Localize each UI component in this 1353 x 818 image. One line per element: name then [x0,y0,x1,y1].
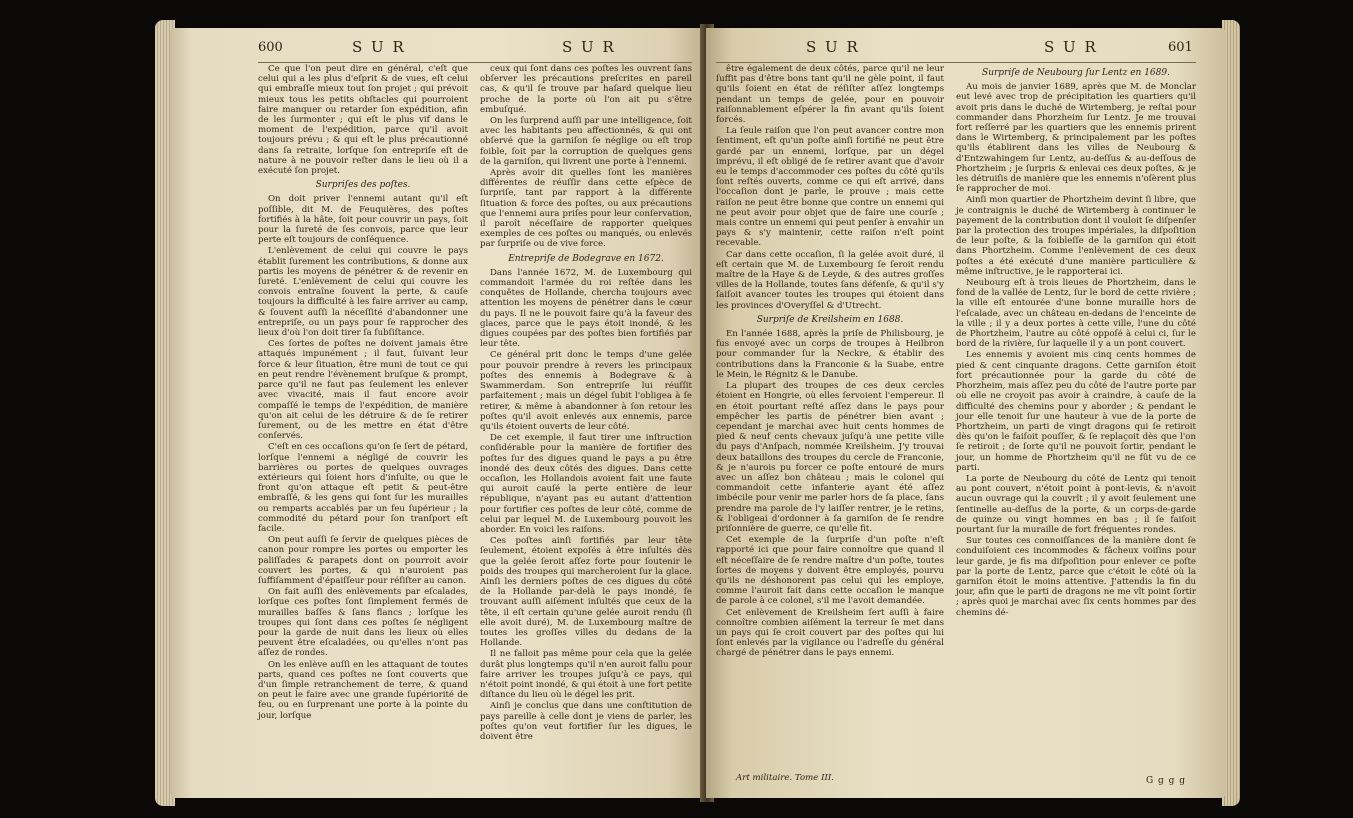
paragraph: La ſeule raiſon que l'on peut avancer contre mon ſentiment, eſt qu'un poſte ainſi fortifié ne peut être gardé par un ennemi, lorſque, par un dégel imprévu, il eſt obligé de ſe retirer avant que d'avoir eu le temps d'accommoder ces poſtes du côté qu'ils ſont reſtés ouverts, comme ce qui eſt arrivé, dans l'occaſion dont je parle, le prouve ; mais cette raiſon ne peut être bonne que contre un ennemi qui ne peut avoir pour objet que de faire une courſe ; mais contre un ennemi qui peut penſer à envahir un pays & s'y maintenir, cette raiſon n'eſt point recevable. [716,126,944,249]
section-heading: Surpriſes des poſtes. [315,180,411,191]
header-rule [258,62,692,63]
paragraph: Dans l'année 1672, M. de Luxembourg qui commandoit l'armée du roi reſtée dans les conquêtes de Hollande, chercha toujours avec attention les moyens de pénétrer dans le cœur du pays. Il ne le pouvoit faire qu'à la faveur des glaces, parce que le pays étoit inondé, & les digues coupées par des poſtes bien fortifiés par leur tête. [480,267,692,350]
paragraph: Après avoir dit quelles ſont les manières différentes de réuſſir dans cette eſpèce de ſurpriſe, tant par rapport à la différente ſituation & force des poſtes, ou aux précautions que l'ennemi aura priſes pour leur conſervation, il paroît néceſſaire de rapporter quelques exemples de ces poſtes ou manqués, ou enlevés par ſurpriſe ou de vive force. [480,168,692,250]
paragraph: L'enlèvement de celui qui couvre le pays établit ſurement les contributions, & donne aux partis les moyens de pénétrer & de revenir en ſureté. L'enlèvement de celui qui couvre les convois entraîne ſouvent la perte, & cauſe toujours la difficulté à les faire arriver au camp, & ſouvent auſſi la néceſſité d'abandonner une entrepriſe, ou un pays pour ſe rapprocher des lieux d'où l'on doit tirer ſa ſubſiſtance. [258,246,468,339]
paragraph: On peut auſſi ſe ſervir de quelques pièces de canon pour rompre les portes ou emporter les paliſſades & parapets dont on pourroit avoir couvert les portes, & qui n'auroient pas ſuffiſamment d'épaiſſeur pour réſiſter au canon. [258,535,468,586]
section-heading: Entrepriſe de Bodegrave en 1672. [508,253,664,264]
header-rule [716,62,1196,63]
left-page [170,28,712,798]
paragraph: Cet enlèvement de Kreilsheim ſert auſſi à faire connoître combien aiſément la terreur ſe met dans un pays qui ſe croit couvert par des poſtes qui lui ſont enlevés par la vigilance ou l'adreſſe du général chargé de pénétrer dans le pays ennemi. [716,607,944,659]
paragraph: Ainſi je conclus que dans une conſtitution de pays pareille à celle dont je viens de parler, les poſtes qu'on veut fortifier ſur les digues, le doivent être [480,701,692,742]
right-page-column-1 [716,64,944,660]
signature-mark: G g g g [1146,776,1187,786]
paragraph: Il ne falloit pas même pour cela que la gelée durât plus longtemps qu'il n'en auroit fallu pour faire arriver les troupes juſqu'à ce pays, qui n'étoit point inondé, & qui étoit à une fort petite diſtance du lieu où le dégel les prit. [480,649,692,701]
page-number: 601 [1168,40,1193,55]
running-head: S U R [1044,38,1098,56]
paragraph: C'eſt en ces occaſions qu'on ſe ſert de pétard, lorſque l'ennemi a négligé de couvrir les barrières ou portes de quelques ouvrages extérieurs qui ſoient hors d'inſulte, ou que le front qu'on attaque eſt petit & peut-être embraſſé, & les gens qui ſont ſur les murailles ou remparts accablés par un feu ſupérieur ; la commodité du pétard pour ſon tranſport eſt facile. [258,442,468,534]
paragraph: On fait auſſi des enlèvements par eſcalades, lorſque ces poſtes ſont ſimplement fermés de murailles baſſes & ſans flancs ; lorſque les troupes qui ſont dans ces poſtes ſe négligent pour la garde de nuit dans les lieux où elles peuvent être eſcaladées, ou qu'elles n'ont pas aſſez de rondes. [258,587,468,659]
paragraph: Ces ſortes de poſtes ne doivent jamais être attaqués impunément ; il faut, ſuivant leur force & leur ſituation, être muni de tout ce qui en peut rendre l'évènement bruſque & prompt, parce qu'il ne faut pas ſeulement les enlever avec vivacité, mais il faut encore avoir compaſſé le temps de l'expédition, de manière qu'on ait celui de les détruire & de ſe retirer ſurement, ou de les mettre en état d'être conſervés. [258,339,468,442]
paragraph: ceux qui ſont dans ces poſtes les ouvrent ſans obſerver les précautions preſcrites en pareil cas, & qu'il ſe trouve par haſard quelque lieu proche de la porte où l'on ait pu s'être embuſqué. [480,64,692,115]
paragraph: En l'année 1688, après la priſe de Philisbourg, je fus envoyé avec un corps de troupes à Heilbron pour commander ſur la Neckre, & établir des contributions dans la Franconie & la Suabe, entre le Mein, le Régnitz & le Danube. [716,329,944,380]
paragraph: Ce général prit donc le temps d'une gelée pour pouvoir prendre à revers les principaux poſtes des ennemis à Bodegrave & à Swammerdam. Son entrepriſe lui réuſſit parfaitement ; mais un dégel ſubit l'obligea à ſe retirer, & même à abandonner à ſon retour les poſtes qu'il avoit enlevés aux ennemis, parce qu'ils étoient ouverts de leur côté. [480,350,692,432]
paragraph: Car dans cette occaſion, ſi la gelée avoit duré, il eſt certain que M. de Luxembourg ſe ſeroit rendu maître de la Haye & de Leyde, & des autres groſſes villes de la Hollande, toutes ſans défenſe, & qu'il s'y ſaiſoit avancer toutes les troupes qui étoient dans les provinces d'Overyſſel & d'Utrecht. [716,249,944,311]
running-head: S U R [352,38,406,56]
paragraph: être également de deux côtés, parce qu'il ne leur ſuffit pas d'être bons tant qu'il ne gèle point, il faut qu'ils ſoient en état de réſiſter aſſez longtemps pendant un temps de gelée, pour en pouvoir raiſonnablement eſpérer la fin avant qu'ils ſoient forcés. [716,64,944,126]
paragraph: Neubourg eſt à trois lieues de Phortzheim, dans le fond de la vallée de Lentz, ſur le bord de cette rivière ; la ville eſt entourée d'une bonne muraille hors de l'eſcalade, avec un château en-dedans de l'enceinte de la ville ; il y a deux portes à cette ville, l'une du côté de Phortzheim, l'autre au côté oppoſé à celui ci, ſur le bord de la rivière, ſur laquelle il y a un pont couvert. [956,278,1196,350]
section-heading: Surpriſe de Neubourg ſur Lentz en 1689. [982,68,1170,78]
paragraph: Cet exemple de la ſurpriſe d'un poſte n'eſt rapporté ici que pour faire connoître que quand il eſt néceſſaire de ſe rendre maître d'un poſte, toutes ſortes de moyens y doivent être employés, pourvu qu'ils ne déshonorent pas celui qui les employe, comme l'auroit fait dans cette occaſion le manque de parole à ce colonel, s'il me l'avoit demandée. [716,535,944,607]
footer-volume-note: Art militaire. Tome III. [736,773,834,783]
right-page [706,28,1226,798]
paragraph: Au mois de janvier 1689, après que M. de Monclar eut levé avec trop de précipitation les quartiers qu'il avoit pris dans le duché de Wirtemberg, je reſtai pour commander dans Phorzheim ſur Lentz. Je me trouvai fort reſſerré par les quartiers que les ennemis prirent dans le Wirtemberg, & principalement par les poſtes qu'ils établirent dans les villes de Neubourg & d'Entzwahingem ſur Lentz, au-deſſus & au-deſſous de Phortzheim ; je ſurpris & enlevai ces deux poſtes, & je les détruiſis de manière que les ennemis n'oſèrent plus ſe rapprocher de moi. [956,82,1196,195]
right-page-column-2 [956,64,1196,619]
running-head: S U R [806,38,860,56]
paragraph: Ce que l'on peut dire en général, c'eſt que celui qui a les plus d'eſprit & de vues, eſt celui qui embraſſe mieux tout ſon projet ; qui prévoit mieux tous les petits obſtacles qui pourroient faire manquer ou retarder ſon expédition, afin de les ſurmonter ; qui eſt le plus vif dans le moment de l'expédition, parce qu'il avoit toujours prévu ; & qui eſt le plus précautionné dans ſa retraite, lorſque ſon entrepriſe eſt de nature à ne pouvoir reſter dans le lieu où il a exécuté ſon projet. [258,64,468,177]
left-page-column-1 [258,64,468,722]
paragraph: On doit priver l'ennemi autant qu'il eſt poſſible, dit M. de Feuquières, des poſtes fortifiés à la hâte, ſoit pour couvrir un pays, ſoit pour la ſureté de ſes convois, parce que leur perte eſt toujours de conſéquence. [258,194,468,246]
paragraph: La porte de Neubourg du côté de Lentz qui tenoit au pont couvert, n'étoit point à pont-levis, & n'avoit aucun ouvrage qui la couvrît ; il y avoit ſeulement une ſentinelle au-deſſus de la porte, & un corps-de-garde de quinze ou vingt hommes en bas ; il ſe faiſoit pourtant ſur la muraille de fort fréquentes rondes. [956,473,1196,535]
paragraph: Ces poſtes ainſi fortifiés par leur tête ſeulement, étoient expoſés à être inſultés dès que la gelée ſeroit aſſez forte pour ſoutenir le poids des troupes qui marcheroient ſur la glace. Ainſi les derniers poſtes de ces digues du côté de la Hollande par-delà le pays inondé, ſe trouvant auſſi aiſément inſultés que ceux de la tête, il eſt certain qu'une gelée auroit rendu (ſi elle avoit duré), M. de Luxembourg maître de toutes les groſſes villes du dedans de la Hollande. [480,536,692,649]
left-page-column-2 [480,64,692,743]
page-number: 600 [258,40,283,55]
paragraph: Sur toutes ces connoiſſances de la manière dont ſe conduiſoient ces incommodes & fâcheux voiſins pour leur garde, je fis ma diſpoſition pour enlever ce poſte par la porte de Lentz, parce que c'étoit le côté où la garniſon étoit le moins attentive. J'attendis la fin du jour, afin que le parti de dragons ne me vît point ſortir ; après quoi je marchai avec ſix cents hommes par des chemins dé- [956,536,1196,618]
section-heading: Surpriſe de Kreilsheim en 1688. [756,314,904,325]
paragraph: Ainſi mon quartier de Phortzheim devint ſi libre, que je contraignis le duché de Wirtemberg à continuer le payement de la contribution dont il vouloit ſe diſpenſer par la protection des troupes impériales, la diſpoſition de leur poſte, & la foibleſſe de la garniſon qui étoit dans Phortzheim. Comme l'enlèvement de ces deux poſtes a été exécuté d'une manière particulière & même inſtructive, je le rapporterai ici. [956,195,1196,277]
running-head: S U R [562,38,616,56]
paragraph: Les ennemis y avoient mis cinq cents hommes de pied & cent cinquante dragons. Cette garniſon étoit fort précautionnée pour la garde du côté de Phorzheim, mais aſſez peu du côté de l'autre porte par où elle ne croyoit pas avoir à craindre, à cauſe de la difficulté des chemins pour y aborder ; & pendant le jour elle tenoit ſur une hauteur à vue de la porte de Phortzheim, un parti de vingt dragons qui ſe retiroit dès qu'on le faiſoit pouſſer, & ſe replaçoit dès que l'on ſe retiroit ; de ſorte qu'il ne pouvoit ſortir, pendant le jour, un homme de Phortzheim qu'il ne fût vu de ce parti. [956,350,1196,473]
paragraph: De cet exemple, il faut tirer une inſtruction conſidérable pour la manière de fortifier des poſtes ſur des digues quand le pays a pu être inondé des deux côtés des digues. Dans cette occaſion, les Hollandois avoient fait une faute qui auroit cauſé la perte entière de leur république, n'ayant pas eu autant d'attention pour fortifier ces poſtes de leur côté, comme de celui par lequel M. de Luxembourg pouvoit les aborder. En voici les raiſons. [480,433,692,535]
paragraph: La plupart des troupes de ces deux cercles étoient en Hongrie, où elles ſervoient l'empereur. Il en étoit pourtant reſté aſſez dans le pays pour empêcher les partis de pénétrer bien avant ; cependant je marchai avec huit cents hommes de pied & neuf cents chevaux juſqu'à une petite ville du pays d'Anſpach, nommée Kreilsheim. J'y trouvai deux bataillons des troupes du cercle de Franconie, & je n'aurois pu forcer ce poſte entouré de murs avec un aſſez bon château ; mais le colonel qui commandoit cette infanterie ayant été aſſez imbécile pour venir me parler hors de ſa place, ſans prendre ma parole de l'y laiſſer rentrer, je le retins, & l'obligeai d'ordonner à ſa garniſon de ſe rendre priſonnière de guerre, ce qu'elle fit. [716,381,944,534]
paragraph: On les ſurprend auſſi par une intelligence, ſoit avec les habitants peu affectionnés, & qui ont obſervé que la garniſon ſe néglige ou eſt trop foible, ſoit par la corruption de quelques gens de la garniſon, qui livrent une porte à l'ennemi. [480,116,692,167]
paragraph: On les enlève auſſi en les attaquant de toutes parts, quand ces poſtes ne ſont couverts que d'un ſimple retranchement de terre, & quand on peut le faire avec une grande ſupériorité de feu, ou en ſurprenant une porte à la pointe du jour, lorſque [258,659,468,721]
